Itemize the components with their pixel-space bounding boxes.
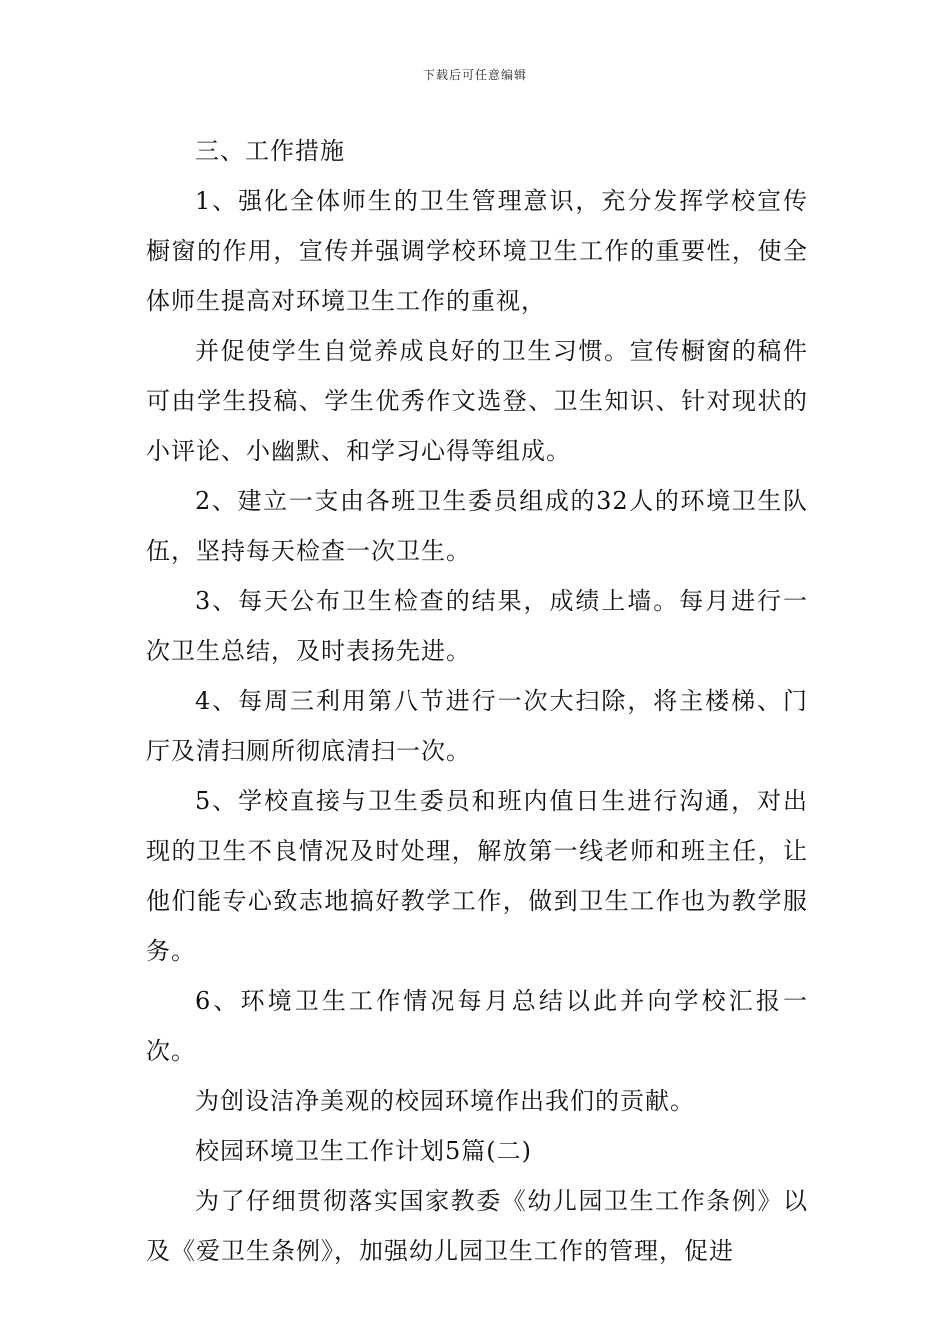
document-body	[146, 126, 808, 1276]
paragraph: 2、建立一支由各班卫生委员组成的32人的环境卫生队伍，坚持每天检查一次卫生。	[146, 487, 808, 565]
paragraph: 4、每周三利用第八节进行一次大扫除，将主楼梯、门厅及清扫厕所彻底清扫一次。	[146, 687, 808, 765]
section-title: 校园环境卫生工作计划5篇(二)	[195, 1137, 532, 1165]
paragraph: 为创设洁净美观的校园环境作出我们的贡献。	[195, 1087, 695, 1115]
paragraph: 3、每天公布卫生检查的结果，成绩上墙。每月进行一次卫生总结，及时表扬先进。	[146, 587, 808, 665]
paragraph: 为了仔细贯彻落实国家教委《幼儿园卫生工作条例》以及《爱卫生条例》，加强幼儿园卫生工作的管理，促进	[146, 1187, 808, 1265]
paragraph: 并促使学生自觉养成良好的卫生习惯。宣传橱窗的稿件可由学生投稿、学生优秀作文选登、卫生知识、针对现状的小评论、小幽默、和学习心得等组成。	[146, 337, 808, 465]
paragraph: 5、学校直接与卫生委员和班内值日生进行沟通，对出现的卫生不良情况及时处理，解放第一线老师和班主任，让他们能专心致志地搞好教学工作，做到卫生工作也为教学服务。	[146, 787, 808, 965]
section-heading: 三、工作措施	[195, 137, 345, 165]
paragraph: 1、强化全体师生的卫生管理意识，充分发挥学校宣传橱窗的作用，宣传并强调学校环境卫生工作的重要性，使全体师生提高对环境卫生工作的重视，	[146, 187, 808, 315]
paragraph: 6、环境卫生工作情况每月总结以此并向学校汇报一次。	[146, 987, 808, 1065]
page-header: 下载后可任意编辑	[422, 68, 527, 82]
